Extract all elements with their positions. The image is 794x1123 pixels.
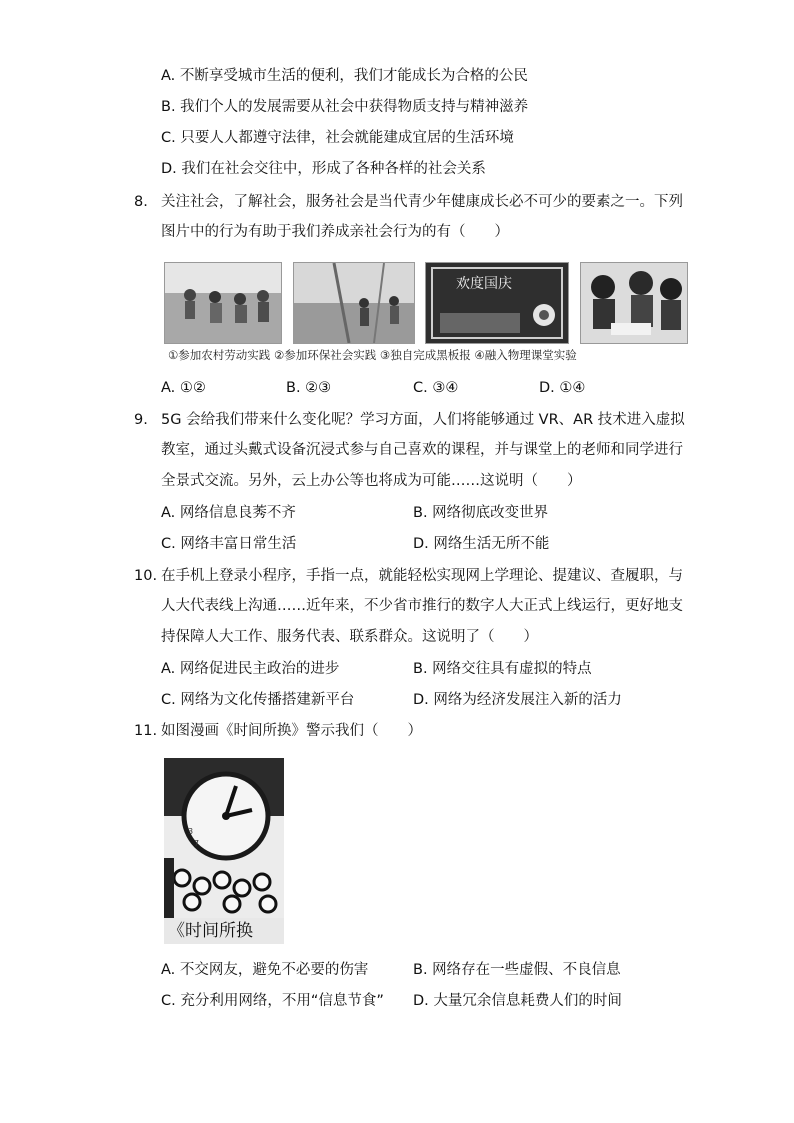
question-9-number: 9. (134, 412, 148, 428)
svg-text:7: 7 (194, 839, 200, 848)
q7-option-b: B. 我们个人的发展需要从社会中获得物质支持与精神滋养 (161, 99, 529, 115)
question-10-option-d: D. 网络为经济发展注入新的活力 (413, 692, 622, 708)
question-10-number: 10. (134, 568, 158, 584)
question-8-image-caption: ①参加农村劳动实践 ②参加环保社会实践 ③独自完成黑板报 ④融入物理课堂实验 (168, 348, 577, 362)
question-10-stem-line-2: 人大代表线上沟通……近年来，不少省市推行的数字人大正式上线运行，更好地支 (161, 598, 683, 614)
question-8-option-b: B. ②③ (286, 380, 332, 396)
q7-option-d: D. 我们在社会交往中，形成了各种各样的社会关系 (161, 161, 486, 177)
question-11-cartoon (164, 758, 284, 944)
question-9-option-c: C. 网络丰富日常生活 (161, 536, 297, 552)
question-9-option-b: B. 网络彻底改变世界 (413, 505, 549, 521)
question-9-stem-line-2: 教室，通过头戴式设备沉浸式参与自己喜欢的课程，并与课堂上的老师和同学进行 (161, 442, 683, 458)
photo-farm-labor (164, 262, 282, 344)
question-10-option-a: A. 网络促进民主政治的进步 (161, 661, 340, 677)
question-11-option-a: A. 不交网友，避免不必要的伤害 (161, 962, 369, 978)
cartoon-caption: 《时间所换 (168, 921, 253, 941)
question-8-option-d: D. ①④ (539, 380, 586, 396)
photo-physics-experiment (580, 262, 688, 344)
question-9-option-a: A. 网络信息良莠不齐 (161, 505, 296, 521)
question-8-stem-line-2: 图片中的行为有助于我们养成亲社会行为的有（ ） (161, 224, 509, 240)
question-10-option-b: B. 网络交往具有虚拟的特点 (413, 661, 592, 677)
question-10-stem-line-3: 持保障人大工作、服务代表、联系群众。这说明了（ ） (161, 629, 538, 645)
question-8-stem-line-1: 关注社会，了解社会，服务社会是当代青少年健康成长必不可少的要素之一。下列 (161, 194, 683, 210)
question-10-stem-line-1: 在手机上登录小程序，手指一点，就能轻松实现网上学理论、提建议、查履职，与 (161, 568, 683, 584)
q7-option-a: A. 不断享受城市生活的便利，我们才能成长为合格的公民 (161, 68, 528, 84)
question-8-number: 8. (134, 194, 148, 210)
question-8-option-c: C. ③④ (413, 380, 459, 396)
q7-option-c: C. 只要人人都遵守法律，社会就能建成宜居的生活环境 (161, 130, 514, 146)
question-9-option-d: D. 网络生活无所不能 (413, 536, 550, 552)
question-11-number: 11. (134, 723, 158, 739)
photo-blackboard-poster (425, 262, 569, 344)
question-10-option-c: C. 网络为文化传播搭建新平台 (161, 692, 355, 708)
svg-text:3: 3 (188, 827, 194, 836)
question-11-option-c: C. 充分利用网络，不用“信息节食” (161, 993, 384, 1009)
poster-title: 欢度国庆 (456, 276, 512, 292)
question-9-stem-line-3: 全景式交流。另外，云上办公等也将成为可能……这说明（ ） (161, 473, 582, 489)
question-11-option-b: B. 网络存在一些虚假、不良信息 (413, 962, 621, 978)
question-9-stem-line-1: 5G 会给我们带来什么变化呢？学习方面，人们将能够通过 VR、AR 技术进入虚拟 (161, 412, 685, 428)
photo-environmental-practice (293, 262, 415, 344)
question-11-stem-line-1: 如图漫画《时间所换》警示我们（ ） (161, 723, 422, 739)
question-11-option-d: D. 大量冗余信息耗费人们的时间 (413, 993, 622, 1009)
question-8-option-a: A. ①② (161, 380, 206, 396)
